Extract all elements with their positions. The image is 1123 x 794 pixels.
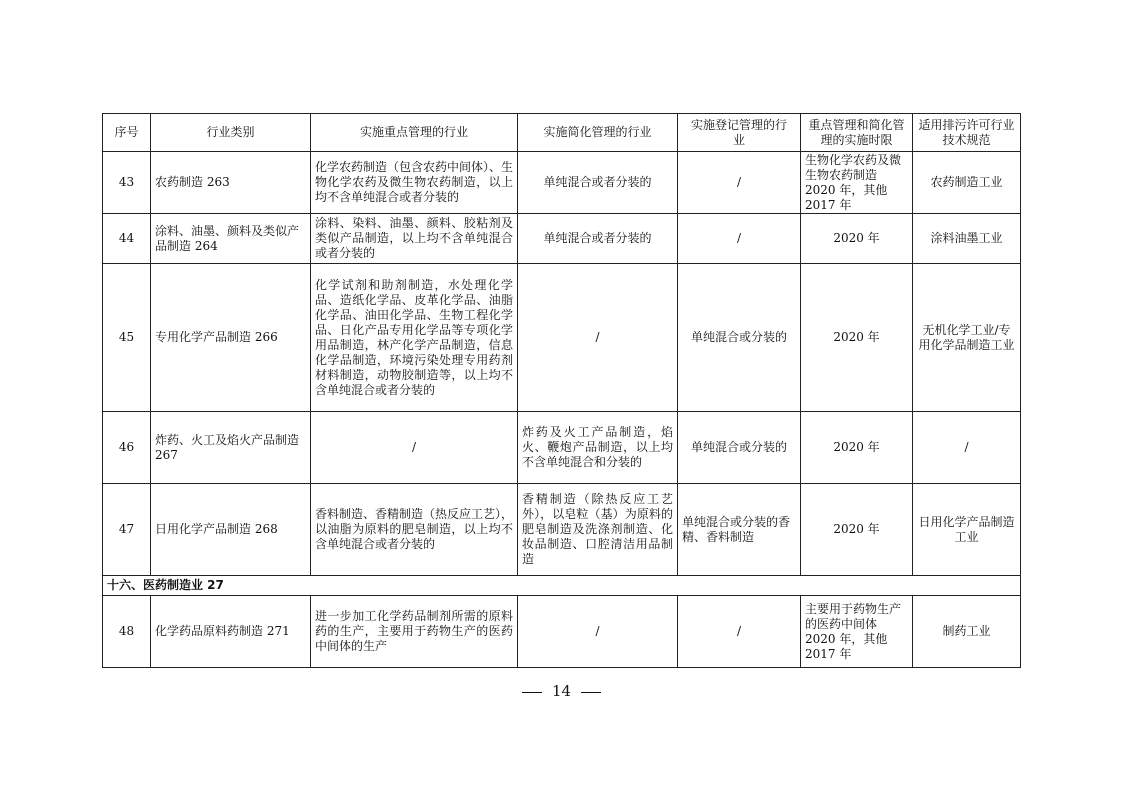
cell-seq: 48 <box>103 596 151 668</box>
header-deadline: 重点管理和简化管理的实施时限 <box>801 114 913 152</box>
cell-category: 专用化学产品制造 266 <box>151 264 311 412</box>
cell-deadline: 主要用于药物生产的医药中间体 2020 年，其他 2017 年 <box>801 596 913 668</box>
cell-spec: 涂料油墨工业 <box>913 214 1021 264</box>
header-row <box>103 114 1021 152</box>
cell-key: 化学试剂和助剂制造，水处理化学品、造纸化学品、皮革化学品、油脂化学品、油田化学品、生物工程化学品、日化产品专用化学品等专项化学用品制造，林产化学产品制造，信息化学品制造，环境污染处理专用药剂材料制造，动物胶制造等，以上均不含单纯混合或者分装的 <box>311 264 518 412</box>
cell-seq: 43 <box>103 152 151 214</box>
header-spec: 适用排污许可行业技术规范 <box>913 114 1021 152</box>
table-row <box>103 596 1021 668</box>
cell-register: / <box>678 152 801 214</box>
cell-category: 涂料、油墨、颜料及类似产品制造 264 <box>151 214 311 264</box>
cell-spec: 无机化学工业/专用化学品制造工业 <box>913 264 1021 412</box>
header-simple: 实施简化管理的行业 <box>518 114 678 152</box>
cell-spec: 制药工业 <box>913 596 1021 668</box>
table-row <box>103 484 1021 576</box>
page-number: 14 <box>551 682 572 700</box>
cell-register: 单纯混合或分装的 <box>678 264 801 412</box>
section-row <box>103 576 1021 596</box>
cell-spec: 农药制造工业 <box>913 152 1021 214</box>
header-category: 行业类别 <box>151 114 311 152</box>
cell-simple: 香精制造（除热反应工艺外），以皂粒（基）为原料的肥皂制造及洗涤剂制造、化妆品制造、口腔清洁用品制造 <box>518 484 678 576</box>
cell-register: 单纯混合或分装的香精、香料制造 <box>678 484 801 576</box>
table-row <box>103 412 1021 484</box>
cell-simple: / <box>518 264 678 412</box>
cell-seq: 46 <box>103 412 151 484</box>
cell-key: 涂料、染料、油墨、颜料、胶粘剂及类似产品制造，以上均不含单纯混合或者分装的 <box>311 214 518 264</box>
cell-spec: / <box>913 412 1021 484</box>
permit-table <box>102 113 1021 668</box>
footer-dash-right <box>581 692 601 693</box>
cell-key: 化学农药制造（包含农药中间体）、生物化学农药及微生物农药制造，以上均不含单纯混合或者分装的 <box>311 152 518 214</box>
cell-seq: 47 <box>103 484 151 576</box>
cell-simple: / <box>518 596 678 668</box>
cell-category: 农药制造 263 <box>151 152 311 214</box>
cell-seq: 45 <box>103 264 151 412</box>
table-row <box>103 264 1021 412</box>
cell-deadline: 2020 年 <box>801 264 913 412</box>
cell-deadline: 2020 年 <box>801 214 913 264</box>
cell-register: / <box>678 214 801 264</box>
footer-dash-left <box>522 692 542 693</box>
header-key: 实施重点管理的行业 <box>311 114 518 152</box>
cell-deadline: 2020 年 <box>801 412 913 484</box>
cell-category: 化学药品原料药制造 271 <box>151 596 311 668</box>
header-register: 实施登记管理的行 业 <box>678 114 801 152</box>
cell-category: 日用化学产品制造 268 <box>151 484 311 576</box>
cell-simple: 单纯混合或者分装的 <box>518 214 678 264</box>
cell-register: 单纯混合或分装的 <box>678 412 801 484</box>
table-row <box>103 152 1021 214</box>
header-seq: 序号 <box>103 114 151 152</box>
cell-deadline: 2020 年 <box>801 484 913 576</box>
cell-category: 炸药、火工及焰火产品制造 267 <box>151 412 311 484</box>
cell-seq: 44 <box>103 214 151 264</box>
cell-simple: 单纯混合或者分装的 <box>518 152 678 214</box>
cell-key: 香料制造、香精制造（热反应工艺），以油脂为原料的肥皂制造，以上均不含单纯混合或者分装的 <box>311 484 518 576</box>
cell-key: 进一步加工化学药品制剂所需的原料药的生产，主要用于药物生产的医药中间体的生产 <box>311 596 518 668</box>
page-footer <box>0 682 1123 700</box>
cell-key: / <box>311 412 518 484</box>
table-row <box>103 214 1021 264</box>
cell-spec: 日用化学产品制造工业 <box>913 484 1021 576</box>
cell-simple: 炸药及火工产品制造，焰火、鞭炮产品制造，以上均不含单纯混合和分装的 <box>518 412 678 484</box>
section-title: 十六、医药制造业 27 <box>103 576 1021 596</box>
cell-deadline: 生物化学农药及微生物农药制造 2020 年，其他 2017 年 <box>801 152 913 214</box>
cell-register: / <box>678 596 801 668</box>
